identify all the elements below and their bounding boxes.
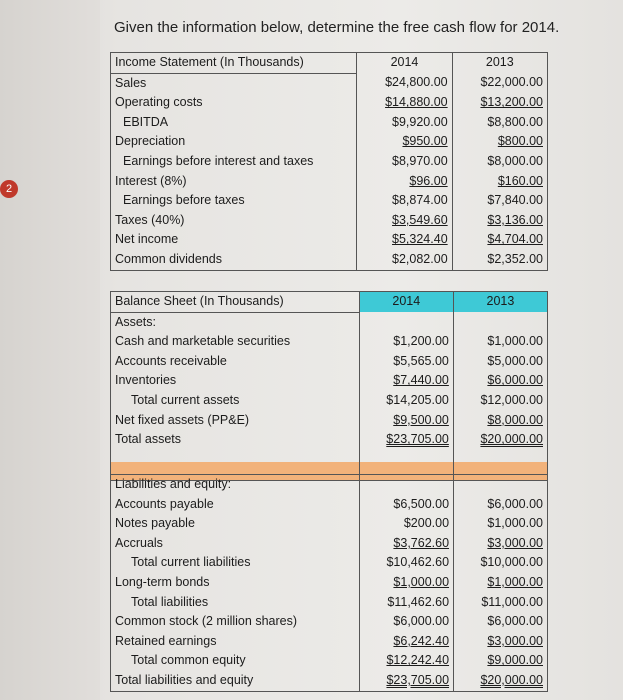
income-title: Income Statement (In Thousands) <box>111 53 357 74</box>
row-label: Total liabilities <box>111 593 360 613</box>
row-label: Common dividends <box>111 250 357 270</box>
table-row <box>111 651 548 671</box>
row-label: Operating costs <box>111 93 357 113</box>
table-row <box>111 534 548 554</box>
value-2013: $6,000.00 <box>487 373 543 388</box>
balance-title: Balance Sheet (In Thousands) <box>111 292 360 313</box>
value-2013: $2,352.00 <box>487 251 543 266</box>
row-label: Total common equity <box>111 651 360 671</box>
value-2014: $14,205.00 <box>359 391 453 411</box>
value-2013: $20,000.00 <box>480 672 543 687</box>
row-label: Sales <box>111 73 357 93</box>
table-row <box>111 430 548 450</box>
value-2013: $160.00 <box>497 173 543 188</box>
assets-section-label: Assets: <box>111 312 360 332</box>
value-2014: $23,705.00 <box>359 430 453 450</box>
table-row <box>111 250 548 270</box>
row-label: EBITDA <box>111 113 357 133</box>
value-2014: $2,082.00 <box>357 250 452 270</box>
table-row <box>111 93 548 113</box>
value-2014: $9,500.00 <box>359 411 453 431</box>
value-2014: $950.00 <box>357 132 452 152</box>
row-label: Accounts payable <box>111 495 360 515</box>
page-margin <box>0 0 100 700</box>
question-text: Given the information below, determine the free cash flow for 2014. <box>114 19 560 36</box>
value-2014: $8,874.00 <box>357 191 452 211</box>
value-2014: $6,242.40 <box>360 632 454 652</box>
liabilities-section-label: Liabilities and equity: <box>111 475 360 495</box>
value-2014: $14,880.00 <box>357 93 452 113</box>
row-label: Interest (8%) <box>111 172 357 192</box>
value-2013: $5,000.00 <box>487 353 543 368</box>
value-2013: $1,000.00 <box>487 574 543 589</box>
row-label: Net fixed assets (PP&E) <box>111 411 360 431</box>
income-statement-table <box>110 52 548 271</box>
value-2013: $6,000.00 <box>487 496 543 511</box>
table-row <box>111 352 548 372</box>
value-2014: $7,440.00 <box>359 371 453 391</box>
table-row <box>111 612 548 632</box>
value-2013: $9,000.00 <box>487 653 543 668</box>
row-label: Net income <box>111 230 357 250</box>
value-2013: $22,000.00 <box>480 75 543 90</box>
row-label: Notes payable <box>111 514 360 534</box>
row-label: Total assets <box>111 430 360 450</box>
value-2013: $7,840.00 <box>487 193 543 208</box>
value-2013: $13,200.00 <box>480 95 543 110</box>
table-row <box>111 230 548 250</box>
value-2014: $5,324.40 <box>357 230 452 250</box>
value-2014: $5,565.00 <box>359 352 453 372</box>
value-2013: $4,704.00 <box>487 232 543 247</box>
balance-col-2014: 2014 <box>359 292 453 313</box>
table-row <box>111 191 548 211</box>
value-2014: $12,242.40 <box>360 651 454 671</box>
value-2014: $3,549.60 <box>357 211 452 231</box>
value-2013: $10,000.00 <box>480 555 543 570</box>
table-row <box>111 391 548 411</box>
table-row <box>111 211 548 231</box>
table-row <box>111 152 548 172</box>
table-row <box>111 113 548 133</box>
income-col-2013: 2013 <box>485 55 514 70</box>
table-row <box>111 495 548 515</box>
balance-col-2013: 2013 <box>453 292 547 313</box>
income-col-2014: 2014 <box>357 53 452 74</box>
row-label: Cash and marketable securities <box>111 332 360 352</box>
value-2014: $1,000.00 <box>360 573 454 593</box>
row-label: Earnings before interest and taxes <box>111 152 357 172</box>
table-row <box>111 573 548 593</box>
row-label: Depreciation <box>111 132 357 152</box>
value-2013: $800.00 <box>497 134 543 149</box>
row-label: Retained earnings <box>111 632 360 652</box>
value-2013: $20,000.00 <box>480 432 543 447</box>
value-2013: $3,000.00 <box>487 633 543 648</box>
row-label: Total liabilities and equity <box>111 671 360 691</box>
value-2014: $1,200.00 <box>359 332 453 352</box>
value-2013: $1,000.00 <box>487 516 543 531</box>
balance-header-row <box>111 292 548 313</box>
row-label: Accounts receivable <box>111 352 360 372</box>
row-label: Accruals <box>111 534 360 554</box>
value-2013: $8,000.00 <box>487 412 543 427</box>
row-label: Total current liabilities <box>111 553 360 573</box>
table-row <box>111 593 548 613</box>
value-2013: $12,000.00 <box>480 392 543 407</box>
row-label: Taxes (40%) <box>111 211 357 231</box>
value-2013: $1,000.00 <box>487 334 543 349</box>
value-2014: $23,705.00 <box>360 671 454 691</box>
table-row <box>111 671 548 691</box>
row-label: Total current assets <box>111 391 360 411</box>
value-2013: $6,000.00 <box>487 614 543 629</box>
value-2014: $24,800.00 <box>357 73 452 93</box>
table-row <box>111 371 548 391</box>
table-row <box>111 553 548 573</box>
table-row <box>111 632 548 652</box>
value-2014: $11,462.60 <box>360 593 454 613</box>
value-2014: $8,970.00 <box>357 152 452 172</box>
table-row <box>111 514 548 534</box>
question-number-badge: 2 <box>0 180 18 198</box>
value-2013: $3,136.00 <box>487 212 543 227</box>
value-2014: $96.00 <box>357 172 452 192</box>
value-2013: $11,000.00 <box>481 594 543 609</box>
table-row <box>111 312 548 332</box>
row-label: Earnings before taxes <box>111 191 357 211</box>
value-2013: $8,000.00 <box>487 153 543 168</box>
row-label: Common stock (2 million shares) <box>111 612 360 632</box>
value-2014: $9,920.00 <box>357 113 452 133</box>
row-label: Long-term bonds <box>111 573 360 593</box>
income-header-row <box>111 53 548 74</box>
value-2014: $6,500.00 <box>360 495 454 515</box>
value-2013: $8,800.00 <box>487 114 543 129</box>
value-2014: $6,000.00 <box>360 612 454 632</box>
value-2013: $3,000.00 <box>487 535 543 550</box>
table-row <box>111 132 548 152</box>
value-2014: $200.00 <box>360 514 454 534</box>
table-row <box>111 475 548 495</box>
balance-sheet-liabilities-table <box>110 474 548 692</box>
value-2014: $10,462.60 <box>360 553 454 573</box>
table-row <box>111 332 548 352</box>
row-label: Inventories <box>111 371 360 391</box>
table-row <box>111 73 548 93</box>
balance-sheet-assets-table <box>110 291 548 481</box>
table-row <box>111 411 548 431</box>
value-2014: $3,762.60 <box>360 534 454 554</box>
table-row <box>111 172 548 192</box>
